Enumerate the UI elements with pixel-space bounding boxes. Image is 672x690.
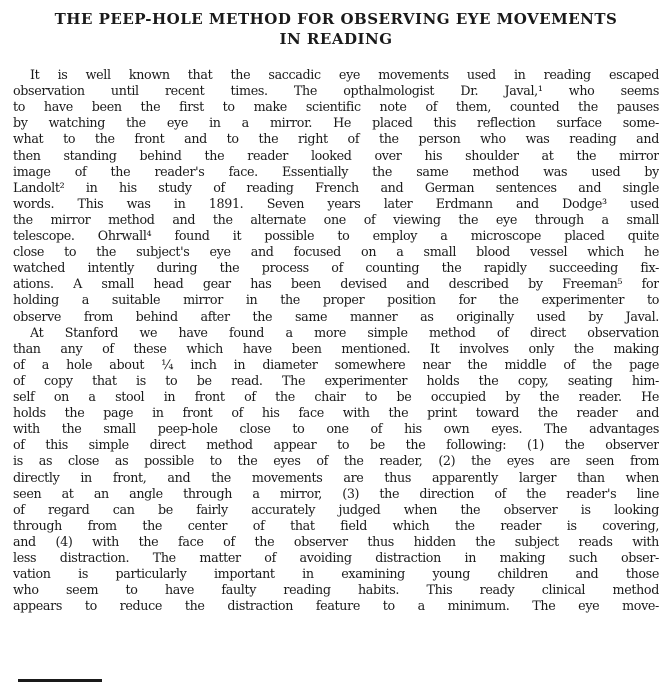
paragraph2-line: vation is particularly important in examining young children and those xyxy=(13,566,659,582)
paragraph2-line: less distraction. The matter of avoiding distraction in making such obser- xyxy=(13,550,659,565)
paragraph2-line: directly in front, and the movements are thus apparently larger than when xyxy=(13,469,659,485)
paragraph2-line: who seem to have faulty reading habits. This ready clinical method xyxy=(13,582,659,598)
paragraph2-line: of this simple direct method appear to be the following: (1) the observer xyxy=(13,437,659,453)
paragraph1-line: observation until recent times. The opthalmologist Dr. Javal,¹ who seems xyxy=(13,83,659,99)
paragraph2-line: of regard can be fairly accurately judged when the observer is looking xyxy=(13,501,659,517)
paragraph1-line: close to the subject's eye and focused on a small blood vessel which he xyxy=(13,244,659,260)
paragraph2-line: appears to reduce the distraction feature to a minimum. The eye move- xyxy=(13,598,659,614)
paragraph2-line: of a hole about ¼ inch in diameter somewhere near the middle of the page xyxy=(13,356,659,372)
paragraph2-line: than any of these which have been mentioned. It involves only the making xyxy=(13,340,659,356)
paragraph1-line: ations. A small head gear has been devised and described by Freeman⁵ for xyxy=(13,276,659,292)
paragraph1-line: watched intently during the process of counting the rapidly succeeding fix- xyxy=(13,260,659,276)
paragraph2-line: through from the center of that field which the reader is covering, xyxy=(13,517,659,533)
paragraph1-line: Landolt² in his study of reading French and German sentences and single xyxy=(13,179,659,195)
article-title-line-1: THE PEEP-HOLE METHOD FOR OBSERVING EYE MOVEMENTS xyxy=(54,10,618,28)
paragraph1-line: by watching the eye in a mirror. He placed this reflection surface some- xyxy=(13,115,659,131)
paragraph1-line: It is well known that the saccadic eye movements used in reading escaped xyxy=(30,67,659,82)
paragraph2-line: with the small peep-hole close to one of his own eyes. The advantages xyxy=(13,421,659,437)
paragraph1-line: what to the front and to the right of the person who was reading and xyxy=(13,131,659,147)
paragraph1-line: words. This was in 1891. Seven years later Erdmann and Dodge³ used xyxy=(13,195,659,211)
article-title-line-2: IN READING xyxy=(279,30,393,48)
paragraph1-line: holding a suitable mirror in the proper position for the experimenter to xyxy=(13,292,659,308)
paragraph2-line: and (4) with the face of the observer thus hidden the subject reads with xyxy=(13,533,659,549)
paragraph1-line: the mirror method and the alternate one of viewing the eye through a small xyxy=(13,211,659,227)
paragraph2-line: holds the page in front of his face with the print toward the reader and xyxy=(13,405,659,421)
footnote-separator-rule xyxy=(18,679,102,682)
paragraph1-line: observe from behind after the same manner as originally used by Javal. xyxy=(13,308,659,324)
paragraph2-line: At Stanford we have found a more simple method of direct observation xyxy=(30,324,659,340)
paragraph2-line: of copy that is to be read. The experimenter holds the copy, seating him- xyxy=(13,372,659,388)
paragraph1-line: image of the reader's face. Essentially the same method was used by xyxy=(13,163,659,179)
paragraph2-line: self on a stool in front of the chair to be occupied by the reader. He xyxy=(13,389,659,404)
paragraph2-line: seen at an angle through a mirror, (3) the direction of the reader's line xyxy=(13,485,659,501)
paragraph1-line: then standing behind the reader looked over his shoulder at the mirror xyxy=(13,147,659,163)
paragraph1-line: to have been the first to make scientific note of them, counted the pauses xyxy=(13,99,659,115)
paragraph2-line: is as close as possible to the eyes of the reader, (2) the eyes are seen from xyxy=(13,453,659,469)
paragraph1-line: telescope. Ohrwall⁴ found it possible to employ a microscope placed quite xyxy=(13,228,659,243)
